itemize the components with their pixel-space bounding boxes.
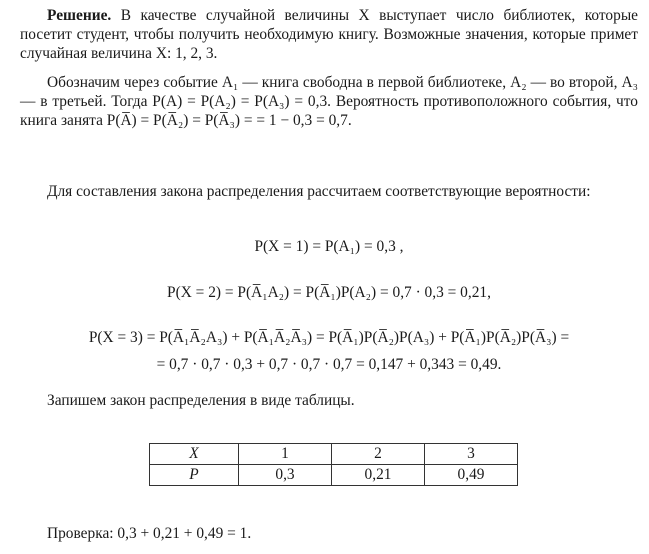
- intro-paragraph: [20, 6, 638, 64]
- table-header-p: P: [150, 465, 239, 486]
- table-header-x: X: [150, 444, 239, 465]
- law-intro-text: Для составления закона распределения рассчитаем соответствующие вероятности:: [47, 183, 591, 200]
- equation-x3-continued: = 0,7 · 0,7 · 0,3 + 0,7 · 0,7 · 0,7 = 0,147 + 0,343 = 0,49.: [156, 356, 502, 373]
- equation-x3: P(X = 3) = P(A̅₁A̅₂A₃) + P(A̅₁A̅₂A̅₃) = P(A̅₁)P(A̅₂)P(A₃) + P(A̅₁)P(A̅₂)P(A̅₃) =: [88, 329, 570, 346]
- table-cell-p3: 0,49: [425, 465, 518, 486]
- table-intro-paragraph: [20, 391, 638, 410]
- events-text: Обозначим через событие A₁ — книга свободна в первой библиотеке, A₂ — во второй, A₃ — в третьей. Тогда P(A) = P(A₂) = P(A₃) = 0,3. Вероятность противоположного события, что книга занята P(A̅) = P(A̅₂) = P(A̅₃) = = 1 − 0,3 = 0,7.: [20, 74, 638, 130]
- table-cell-x3: 3: [425, 444, 518, 465]
- table-cell-p2: 0,21: [332, 465, 425, 486]
- check-text: Проверка: 0,3 + 0,21 + 0,49 = 1.: [47, 525, 252, 542]
- intro-text: В качестве случайной величины X выступает число библиотек, которые посетит студент, чтобы получить необходимую книгу. Возможные значения, которые примет случайная величина X: 1, 2, 3.: [20, 7, 638, 63]
- table-row: [150, 444, 518, 465]
- table-row: [150, 465, 518, 486]
- check-paragraph: [20, 524, 638, 543]
- law-intro-paragraph: [20, 182, 638, 201]
- table-cell-x2: 2: [332, 444, 425, 465]
- table-cell-x1: 1: [239, 444, 332, 465]
- equation-x1: P(X = 1) = P(A₁) = 0,3 ,: [254, 238, 404, 255]
- table-intro-text: Запишем закон распределения в виде таблицы.: [47, 392, 355, 409]
- table-cell-p1: 0,3: [239, 465, 332, 486]
- distribution-table: [149, 443, 518, 486]
- events-paragraph: [20, 73, 638, 131]
- equation-x2: P(X = 2) = P(A̅₁A₂) = P(A̅₁)P(A₂) = 0,7 · 0,3 = 0,21,: [167, 284, 491, 301]
- solution-heading: Решение.: [47, 7, 112, 24]
